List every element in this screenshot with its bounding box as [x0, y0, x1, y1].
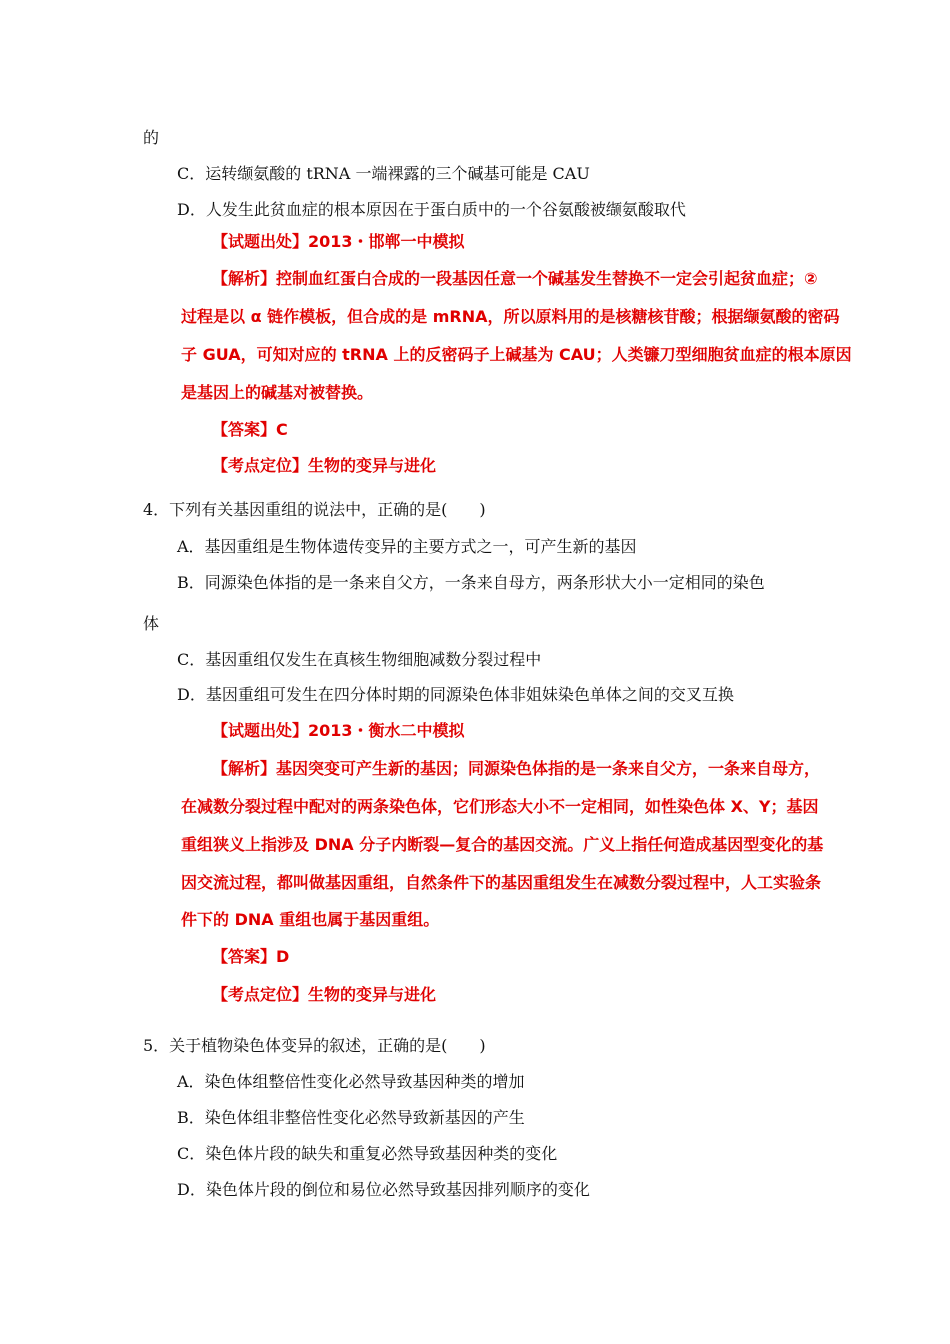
q3-analysis-line-1: [212, 269, 818, 289]
q5-option-a: A．染色体组整倍性变化必然导致基因种类的增加: [177, 1072, 525, 1091]
q3-source-text: 2013・邯郸一中模拟: [308, 232, 465, 251]
q4-source-text: 2013・衡水二中模拟: [308, 721, 465, 740]
q4-option-d: D．基因重组可发生在四分体时期的同源染色体非姐妹染色单体之间的交叉互换: [177, 685, 734, 704]
q4-source-label: 【试题出处】: [212, 721, 309, 740]
q3-analysis-label: 【解析】: [212, 269, 277, 288]
q4-analysis-text-1: 基因突变可产生新的基因；同源染色体指的是一条来自父方，一条来自母方，: [276, 759, 821, 778]
q4-analysis-line-5: 件下的 DNA 重组也属于基因重组。: [181, 910, 440, 929]
q3-point-label: 【考点定位】: [212, 456, 309, 475]
q4-point-label: 【考点定位】: [212, 985, 309, 1004]
q3-option-c: C．运转缬氨酸的 tRNA 一端裸露的三个碱基可能是 CAU: [177, 164, 590, 183]
q4-answer: [212, 947, 289, 967]
q3-analysis-line-3: 子 GUA，可知对应的 tRNA 上的反密码子上碱基为 CAU；人类镰刀型细胞贫血症的根本原因: [181, 345, 852, 364]
q4-answer-text: D: [276, 947, 290, 966]
q4-option-a: A．基因重组是生物体遗传变异的主要方式之一，可产生新的基因: [177, 537, 637, 556]
q4-analysis-line-1: [212, 759, 820, 779]
q4-option-c: C．基因重组仅发生在真核生物细胞减数分裂过程中: [177, 650, 542, 669]
q3-answer: [212, 420, 288, 440]
q3-knowledge-point: [212, 456, 436, 476]
q4-option-b-continuation: 体: [143, 614, 160, 633]
q5-option-d: D．染色体片段的倒位和易位必然导致基因排列顺序的变化: [177, 1180, 590, 1199]
q3-source: [212, 232, 465, 252]
q3-stem-continuation: 的: [143, 128, 160, 147]
q5-stem: 5．关于植物染色体变异的叙述，正确的是( ): [143, 1036, 486, 1055]
q5-option-c: C．染色体片段的缺失和重复必然导致基因种类的变化: [177, 1144, 558, 1163]
q3-analysis-text-1: 控制血红蛋白合成的一段基因任意一个碱基发生替换不一定会引起贫血症；②: [276, 269, 818, 288]
q3-answer-label: 【答案】: [212, 420, 277, 439]
q4-knowledge-point: [212, 985, 436, 1005]
q3-point-text: 生物的变异与进化: [308, 456, 437, 475]
q4-option-b: B．同源染色体指的是一条来自父方，一条来自母方，两条形状大小一定相同的染色: [177, 573, 765, 592]
q4-stem: 4．下列有关基因重组的说法中，正确的是( ): [143, 500, 486, 519]
q4-point-text: 生物的变异与进化: [308, 985, 437, 1004]
q3-analysis-line-2: 过程是以 α 链作模板，但合成的是 mRNA，所以原料用的是核糖核苷酸；根据缬氨酸的密码: [181, 307, 840, 326]
q4-analysis-line-3: 重组狭义上指涉及 DNA 分子内断裂—复合的基因交流。广义上指任何造成基因型变化的基: [181, 835, 824, 854]
q5-option-b: B．染色体组非整倍性变化必然导致新基因的产生: [177, 1108, 525, 1127]
q4-answer-label: 【答案】: [212, 947, 277, 966]
q3-analysis-line-4: 是基因上的碱基对被替换。: [181, 383, 374, 402]
q4-analysis-line-4: 因交流过程，都叫做基因重组，自然条件下的基因重组发生在减数分裂过程中，人工实验条: [181, 873, 822, 892]
q3-source-label: 【试题出处】: [212, 232, 309, 251]
q4-analysis-label: 【解析】: [212, 759, 277, 778]
q4-source: [212, 721, 465, 741]
q3-answer-text: C: [276, 420, 288, 439]
q4-analysis-line-2: 在减数分裂过程中配对的两条染色体，它们形态大小不一定相同，如性染色体 X、Y；基因: [181, 797, 819, 816]
q3-option-d: D．人发生此贫血症的根本原因在于蛋白质中的一个谷氨酸被缬氨酸取代: [177, 200, 686, 219]
